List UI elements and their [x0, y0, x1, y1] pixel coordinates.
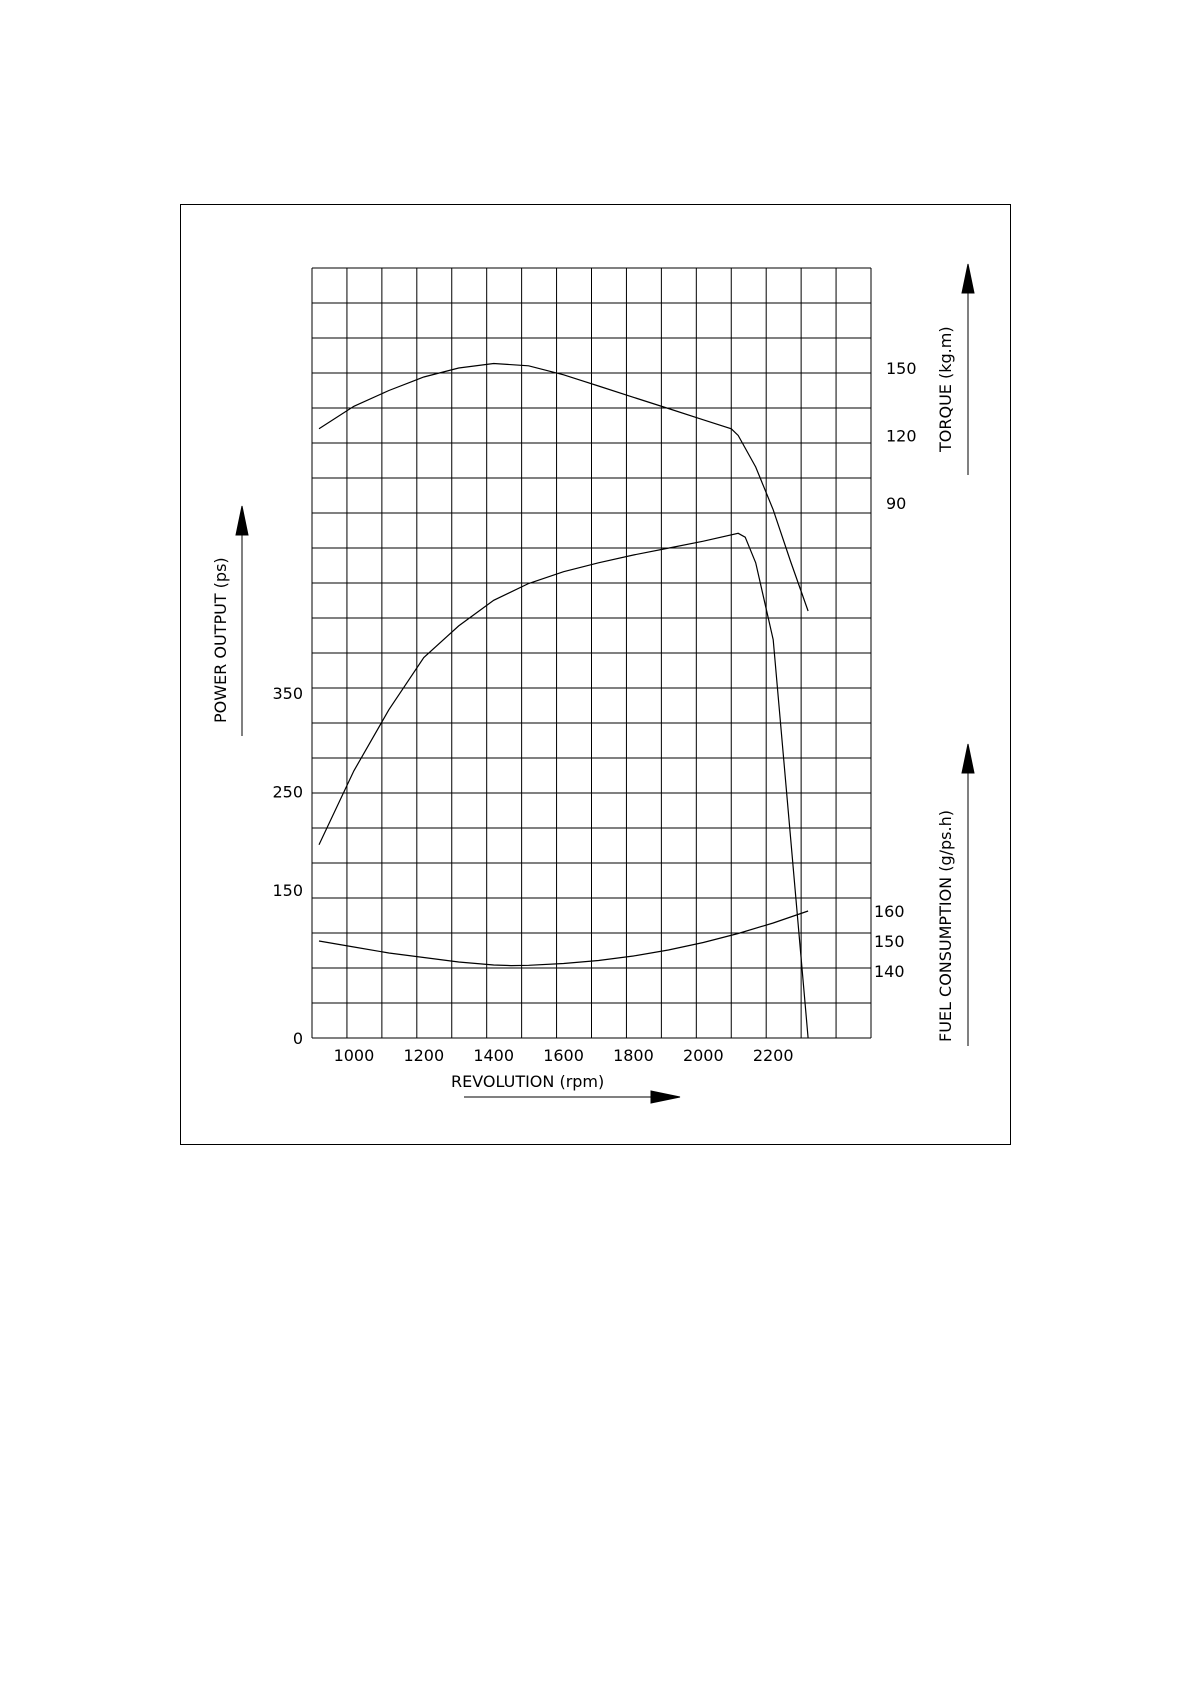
x-tick-label: 1600: [543, 1046, 584, 1065]
torque-axis-ticks: [886, 359, 917, 513]
fuel-tick-label: 150: [874, 932, 905, 951]
chart-frame: [180, 204, 1011, 1145]
torque-axis-arrow: [962, 264, 974, 475]
x-axis-ticks: [334, 1046, 794, 1065]
x-tick-label: 1800: [613, 1046, 654, 1065]
torque-tick-label: 90: [886, 494, 907, 513]
power-axis-label: POWER OUTPUT (ps): [211, 557, 230, 723]
x-tick-label: 1200: [403, 1046, 445, 1065]
x-tick-label: 1000: [333, 1046, 375, 1065]
engine-performance-chart: [181, 205, 1012, 1146]
power-tick-label: 150: [272, 881, 303, 901]
series-power-line: [319, 533, 808, 1038]
x-axis-label: REVOLUTION (rpm): [451, 1072, 605, 1091]
series-fuel-line: [319, 911, 808, 966]
torque-axis-label: TORQUE (kg.m): [936, 326, 955, 452]
power-tick-label: 250: [272, 782, 303, 802]
power-tick-label: 350: [272, 683, 303, 703]
power-axis-ticks: [272, 684, 303, 1048]
torque-tick-label: 150: [886, 359, 917, 378]
x-tick-label: 2000: [682, 1046, 724, 1065]
fuel-tick-label: 160: [874, 902, 905, 921]
power-tick-label: 0: [292, 1029, 303, 1048]
fuel-axis-ticks: [874, 902, 905, 981]
fuel-axis-label: FUEL CONSUMPTION (g/ps.h): [936, 810, 955, 1042]
fuel-axis-arrow: [962, 744, 974, 1046]
series-torque-line: [319, 364, 808, 612]
x-tick-label: 2200: [752, 1046, 794, 1065]
x-tick-label: 1400: [473, 1046, 515, 1065]
power-axis-arrow: [236, 506, 248, 736]
fuel-tick-label: 140: [874, 962, 905, 981]
torque-tick-label: 120: [886, 426, 917, 446]
x-axis-arrow: [464, 1091, 680, 1103]
